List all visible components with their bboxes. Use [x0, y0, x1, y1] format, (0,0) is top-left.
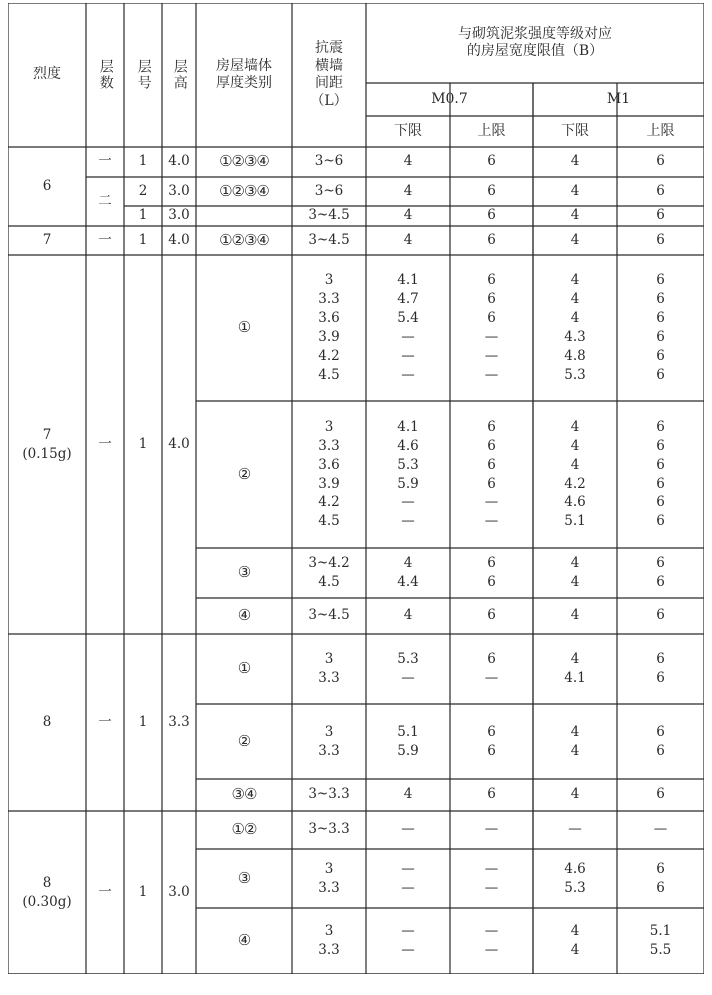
- floor-cell: 1: [138, 883, 148, 900]
- floor-cell: 2: [138, 182, 148, 199]
- m07-lower-cell: 5.3 —: [397, 651, 419, 686]
- col-header-spacing: 抗震 横墙 间距 （L）: [310, 40, 348, 109]
- m1-lower-cell: 4: [570, 786, 580, 803]
- wall-type-cell: ③④: [231, 785, 257, 804]
- spacing-cell: 3 3.3 3.6 3.9 4.2 4.5: [318, 418, 340, 530]
- m07-upper-cell: 6 6: [487, 555, 496, 590]
- floor-cell: 1: [138, 713, 148, 730]
- m1-upper-cell: —: [653, 821, 668, 838]
- stories-cell: 一: [98, 231, 112, 248]
- m07-upper-cell: 6: [487, 231, 496, 248]
- intensity-cell: 7 (0.15g): [22, 426, 72, 462]
- m07-lower-cell: — —: [401, 923, 415, 958]
- wall-type-cell: ①②③④: [219, 181, 269, 200]
- m1-upper-cell: 6 6: [656, 860, 665, 896]
- m07-upper-cell: —: [484, 821, 499, 838]
- m1-lower-cell: 4 4 4 4.3 4.8 5.3: [564, 272, 586, 383]
- spacing-cell: 3~3.3: [308, 821, 350, 838]
- m1-upper-cell: 6: [656, 786, 665, 803]
- wall-type-cell: ③: [237, 868, 251, 887]
- spacing-cell: 3~4.2 4.5: [308, 555, 350, 590]
- spacing-cell: 3~4.5: [308, 231, 350, 248]
- m1-lower-cell: 4 4 4 4.2 4.6 5.1: [564, 418, 586, 530]
- col-header-m07: M0.7: [431, 90, 468, 107]
- m07-lower-cell: 4: [403, 207, 413, 224]
- m07-lower-cell: —: [401, 821, 415, 838]
- m1-upper-cell: 6 6 6 6 6 6: [656, 272, 665, 383]
- m07-upper-cell: 6: [487, 786, 496, 803]
- m1-lower-cell: 4: [570, 153, 580, 170]
- m1-upper-cell: 6 6: [656, 723, 665, 759]
- wall-type-cell: ④: [237, 931, 251, 950]
- m07-upper-cell: 6: [487, 153, 496, 170]
- m07-upper-cell: 6: [487, 182, 496, 199]
- m07-lower-cell: 4: [403, 182, 413, 199]
- intensity-cell: 7: [42, 231, 52, 248]
- spacing-cell: 3 3.3 3.6 3.9 4.2 4.5: [318, 272, 340, 383]
- m1-upper-cell: 6 6: [656, 555, 665, 590]
- m1-lower-cell: 4 4: [570, 923, 580, 958]
- spacing-cell: 3 3.3: [318, 923, 340, 958]
- stories-cell: 一: [98, 153, 112, 170]
- m1-upper-cell: 6: [656, 231, 665, 248]
- m07-upper-cell: 6: [487, 607, 496, 624]
- m1-upper-cell: 6 6: [656, 651, 665, 686]
- col-header-m07-lower: 下限: [394, 122, 422, 139]
- col-header-m07-upper: 上限: [477, 122, 506, 139]
- m07-lower-cell: 4.1 4.6 5.3 5.9 — —: [397, 418, 419, 530]
- spacing-cell: 3 3.3: [318, 860, 340, 896]
- m07-lower-cell: 5.1 5.9: [397, 723, 419, 759]
- m07-lower-cell: — —: [401, 860, 415, 896]
- m1-lower-cell: 4 4.1: [564, 651, 586, 686]
- stories-cell: 二: [98, 192, 112, 209]
- col-header-width-limit: 与砌筑泥浆强度等级对应 的房屋宽度限值（B）: [458, 25, 612, 59]
- stories-cell: 一: [98, 435, 112, 452]
- stories-cell: 一: [98, 883, 112, 900]
- height-cell: 4.0: [168, 153, 190, 170]
- width-limit-table: [8, 3, 704, 974]
- floor-cell: 1: [138, 207, 148, 224]
- m07-upper-cell: 6 6: [487, 723, 496, 759]
- floor-cell: 1: [138, 435, 148, 452]
- spacing-cell: 3~4.5: [308, 607, 350, 624]
- floor-cell: 1: [138, 231, 148, 248]
- m1-lower-cell: 4: [570, 231, 580, 248]
- wall-type-cell: ①: [237, 659, 251, 678]
- intensity-cell: 8 (0.30g): [22, 874, 72, 910]
- m07-lower-cell: 4: [403, 153, 413, 170]
- col-header-intensity: 烈度: [33, 66, 61, 83]
- m07-upper-cell: 6 6 6 — — —: [484, 272, 499, 383]
- m1-lower-cell: 4 4: [570, 723, 580, 759]
- m1-upper-cell: 6 6 6 6 6 6: [656, 418, 665, 530]
- m07-lower-cell: 4: [403, 231, 413, 248]
- height-cell: 4.0: [168, 231, 190, 248]
- floor-cell: 1: [138, 153, 148, 170]
- m1-upper-cell: 5.1 5.5: [649, 923, 672, 958]
- wall-type-cell: ④: [237, 606, 251, 625]
- m1-lower-cell: 4: [570, 207, 580, 224]
- m07-lower-cell: 4.1 4.7 5.4 — — —: [397, 272, 419, 383]
- wall-type-cell: ①②③④: [219, 230, 269, 249]
- col-header-m1-lower: 下限: [561, 122, 589, 139]
- m1-lower-cell: 4: [570, 607, 580, 624]
- m1-upper-cell: 6: [656, 153, 665, 170]
- m1-lower-cell: 4.6 5.3: [564, 860, 586, 896]
- wall-type-cell: ①: [237, 318, 251, 337]
- m1-lower-cell: 4: [570, 182, 580, 199]
- height-cell: 4.0: [168, 435, 190, 452]
- m1-upper-cell: 6: [656, 207, 665, 224]
- m07-lower-cell: 4 4.4: [397, 555, 419, 590]
- col-header-height: 层高: [171, 59, 188, 91]
- col-header-m1-upper: 上限: [646, 122, 675, 139]
- m07-upper-cell: 6: [487, 207, 496, 224]
- col-header-wall-type: 房屋墙体 厚度类别: [216, 57, 272, 91]
- col-header-stories: 层数: [97, 59, 114, 91]
- wall-type-cell: ③: [237, 563, 251, 582]
- m07-upper-cell: — —: [484, 860, 499, 896]
- spacing-cell: 3 3.3: [318, 651, 340, 686]
- m1-upper-cell: 6: [656, 182, 665, 199]
- col-header-floor: 层号: [135, 59, 152, 91]
- spacing-cell: 3~6: [314, 182, 344, 199]
- m07-upper-cell: — —: [484, 923, 499, 958]
- m1-lower-cell: 4 4: [570, 555, 580, 590]
- m1-lower-cell: —: [568, 821, 582, 838]
- height-cell: 3.0: [168, 883, 190, 900]
- wall-type-cell: ②: [237, 464, 251, 483]
- m07-upper-cell: 6 —: [484, 651, 499, 686]
- spacing-cell: 3~4.5: [308, 207, 350, 224]
- spacing-cell: 3 3.3: [318, 723, 340, 759]
- spacing-cell: 3~6: [314, 153, 344, 170]
- spacing-cell: 3~3.3: [308, 786, 350, 803]
- m07-upper-cell: 6 6 6 6 — —: [484, 418, 499, 530]
- wall-type-cell: ②: [237, 731, 251, 750]
- stories-cell: 一: [98, 713, 112, 730]
- m1-upper-cell: 6: [656, 607, 665, 624]
- m07-lower-cell: 4: [403, 786, 413, 803]
- wall-type-cell: ①②: [231, 820, 257, 839]
- intensity-cell: 8: [42, 713, 52, 730]
- wall-type-cell: ①②③④: [219, 152, 269, 171]
- col-header-m1: M1: [606, 90, 631, 107]
- height-cell: 3.0: [168, 182, 190, 199]
- intensity-cell: 6: [42, 177, 52, 194]
- height-cell: 3.0: [168, 207, 190, 224]
- m07-lower-cell: 4: [403, 607, 413, 624]
- height-cell: 3.3: [168, 713, 190, 730]
